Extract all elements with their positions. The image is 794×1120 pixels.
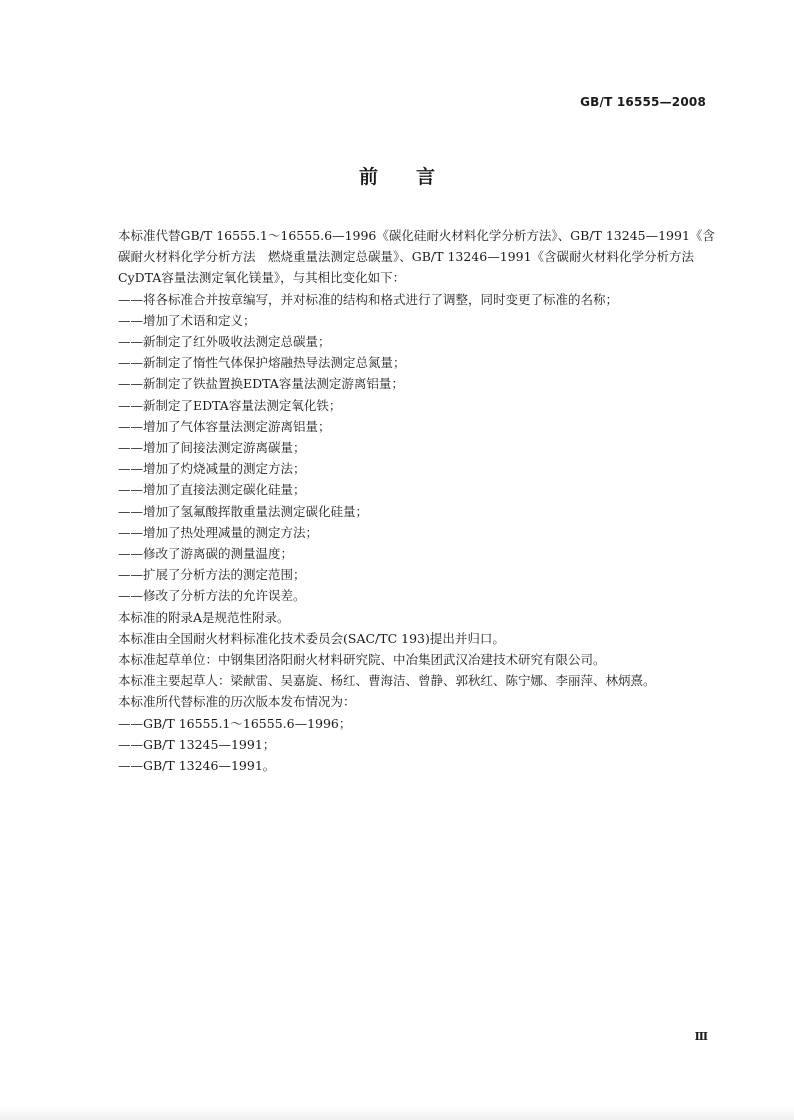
list-item: ——新制定了铁盐置换EDTA容量法测定游离铝量； bbox=[118, 376, 404, 392]
history-intro: 本标准所代替标准的历次版本发布情况为： bbox=[118, 694, 356, 710]
list-item: ——增加了气体容量法测定游离铝量； bbox=[118, 418, 331, 434]
list-item: ——修改了游离碳的测量温度； bbox=[118, 546, 294, 562]
changes-list bbox=[118, 289, 718, 607]
page-title: 前言 bbox=[358, 166, 473, 188]
list-item: ——GB/T 13245—1991； bbox=[118, 736, 276, 752]
list-item: ——增加了间接法测定游离碳量； bbox=[118, 440, 306, 456]
scan-edge bbox=[0, 1106, 794, 1120]
intro-paragraph: 本标准代替GB/T 16555.1～16555.6—1996《碳化硅耐火材料化学分析方法》、GB/T 13245—1991《含碳耐火材料化学分析方法 燃烧重量法测定总碳量》、GB/T 13246—1991《含碳耐火材料化学分析方法 CyDTA容量法测定氧化镁量》，与其相比变化如下： bbox=[118, 228, 715, 286]
list-item: ——新制定了EDTA容量法测定氧化铁； bbox=[118, 397, 342, 413]
page-number: Ⅲ bbox=[694, 1030, 708, 1043]
list-item: ——将各标准合并按章编写，并对标准的结构和格式进行了调整，同时变更了标准的名称； bbox=[118, 291, 619, 307]
list-item: ——GB/T 13246—1991。 bbox=[118, 758, 276, 774]
standard-code: GB/T 16555—2008 bbox=[580, 95, 706, 109]
list-item: ——增加了热处理减量的测定方法； bbox=[118, 524, 319, 540]
proposer-statement: 本标准由全国耐火材料标准化技术委员会(SAC/TC 193)提出并归口。 bbox=[118, 630, 505, 646]
list-item: ——增加了氢氟酸挥散重量法测定碳化硅量； bbox=[118, 503, 369, 519]
list-item: ——新制定了惰性气体保护熔融热导法测定总氮量； bbox=[118, 355, 406, 371]
list-item: ——修改了分析方法的允许误差。 bbox=[118, 588, 306, 604]
appendix-statement: 本标准的附录A是规范性附录。 bbox=[118, 609, 290, 625]
list-item: ——增加了灼烧减量的测定方法； bbox=[118, 461, 306, 477]
list-item: ——扩展了分析方法的测定范围； bbox=[118, 567, 306, 583]
drafters-statement: 本标准主要起草人：梁献雷、吴嘉旋、杨红、曹海洁、曾静、郭秋红、陈宁娜、李丽萍、林炳熹。 bbox=[118, 673, 656, 689]
list-item: ——增加了术语和定义； bbox=[118, 312, 256, 328]
drafting-units-statement: 本标准起草单位：中钢集团洛阳耐火材料研究院、中冶集团武汉冶建技术研究有限公司。 bbox=[118, 652, 606, 668]
list-item: ——GB/T 16555.1～16555.6—1996； bbox=[118, 715, 352, 731]
list-item: ——增加了直接法测定碳化硅量； bbox=[118, 482, 306, 498]
list-item: ——新制定了红外吸收法测定总碳量； bbox=[118, 334, 331, 350]
history-list bbox=[118, 713, 718, 777]
foreword-body bbox=[118, 225, 718, 776]
